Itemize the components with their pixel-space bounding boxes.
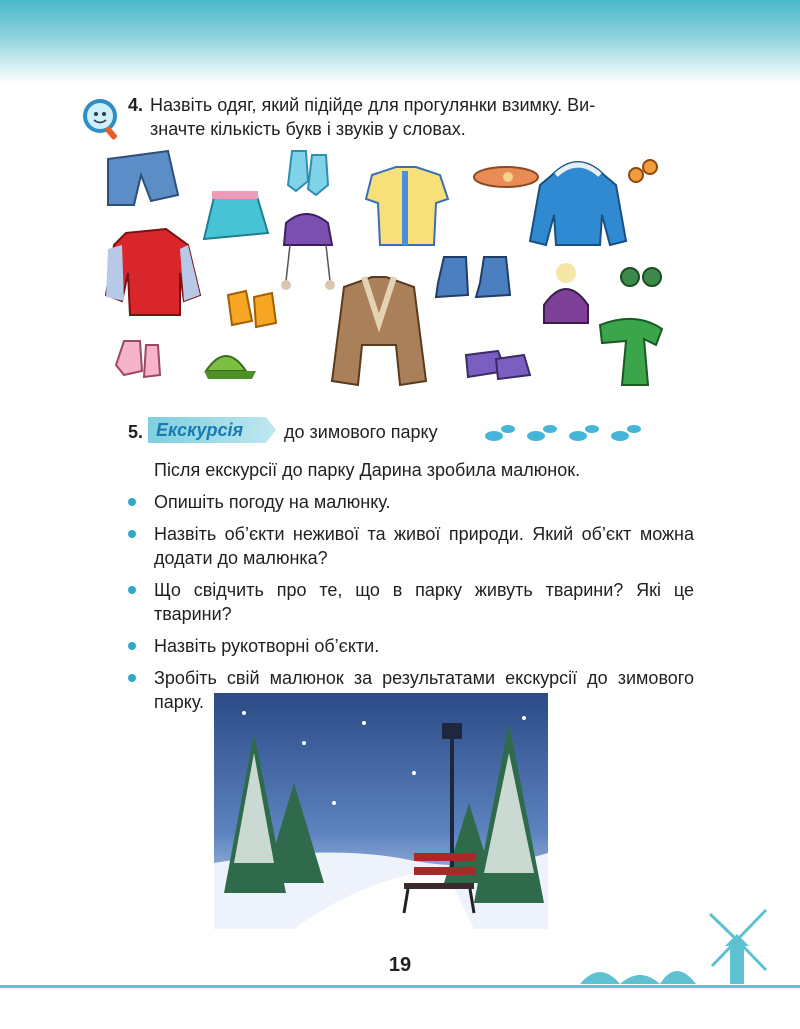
bullet-item xyxy=(124,578,694,626)
bullet-dot xyxy=(128,586,136,594)
task-5-number: 5. xyxy=(128,422,144,442)
sneakers-image xyxy=(466,351,530,379)
hoodie-image xyxy=(106,229,200,315)
bottom-rule xyxy=(0,985,800,988)
task-4-text-line1: Назвіть одяг, який підійде для прогулянки взимку. Ви- xyxy=(150,95,596,115)
boots-image xyxy=(436,257,510,297)
fur-coat-image xyxy=(332,277,426,385)
page-number: 19 xyxy=(388,954,412,976)
belt-image xyxy=(474,167,538,187)
task-5-bullet-list xyxy=(124,490,694,722)
bullet-dot xyxy=(128,530,136,538)
task-5-intro: Після екскурсії до парку Дарина зробила малюнок. xyxy=(154,460,581,480)
scarf-image xyxy=(600,319,662,385)
winter-park-picture xyxy=(214,693,548,929)
earflap-hat-image xyxy=(281,214,335,290)
gloves-image xyxy=(228,291,276,327)
excursion-tag-label: Екскурсія xyxy=(156,420,244,440)
footprints-icon xyxy=(480,420,652,444)
socks-image xyxy=(288,151,328,195)
task-4-text-line2: значте кількість букв і звуків у словах. xyxy=(150,119,466,139)
bullet-text: Опишіть погоду на малюнку. xyxy=(154,492,391,512)
shorts-image xyxy=(108,151,178,205)
skirt-image xyxy=(204,191,268,239)
sunglasses-image xyxy=(621,268,661,286)
bullet-dot xyxy=(128,642,136,650)
bullet-dot xyxy=(128,498,136,506)
task-4-number: 4. xyxy=(128,95,144,115)
baby-socks-image xyxy=(116,341,160,377)
baseball-cap-image xyxy=(204,356,256,379)
bullet-text: Назвіть об’єкти неживої та живої природи. Який об’єкт можна додати до малюнка? xyxy=(154,524,694,568)
bullet-text: Зробіть свій малюнок за результатами екскурсії до зимового парку. xyxy=(154,668,694,712)
shirt-image xyxy=(366,167,448,245)
bullet-item xyxy=(124,522,694,570)
bullet-text: Що свідчить про те, що в парку живуть тварини? Які це тварини? xyxy=(154,580,694,624)
task-5-title: до зимового парку xyxy=(284,422,438,442)
bullet-item xyxy=(124,490,694,514)
header-band xyxy=(0,0,800,84)
bullet-text: Назвіть рукотворні об’єкти. xyxy=(154,636,380,656)
windmill-silhouette xyxy=(520,900,800,988)
bullet-dot xyxy=(128,674,136,682)
clothing-illustrations xyxy=(96,145,676,400)
bullet-item xyxy=(124,634,694,658)
magnifier-icon xyxy=(80,96,126,142)
hair-clips-image xyxy=(629,160,657,182)
knit-hat-image xyxy=(544,263,588,323)
winter-jacket-image xyxy=(530,162,626,245)
